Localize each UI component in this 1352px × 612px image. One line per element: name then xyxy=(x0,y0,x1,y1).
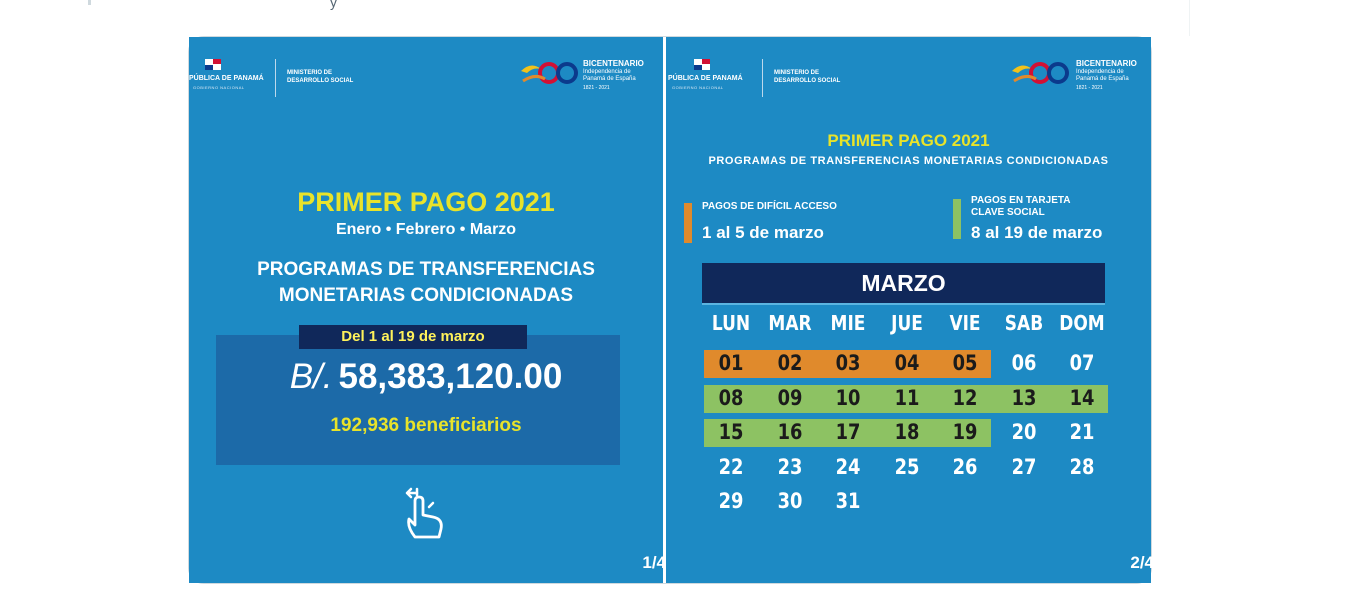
calendar-day: 22 xyxy=(718,454,744,479)
calendar-day: 05 xyxy=(952,351,978,375)
bicentenario-subtitle xyxy=(1076,69,1129,83)
bicentenario-title: BICENTENARIO xyxy=(1076,59,1137,68)
calendar-day: 10 xyxy=(835,385,861,410)
header-separator xyxy=(275,59,276,97)
legend-card-line-1: PAGOS EN TARJETA xyxy=(971,195,1071,206)
calendar-subtitle: PROGRAMAS DE TRANSFERENCIAS MONETARIAS CONDICIONADAS xyxy=(708,155,1109,167)
total-amount xyxy=(189,357,663,397)
weekday-label: JUE xyxy=(890,311,923,335)
image-2-payment-calendar[interactable] xyxy=(666,37,1154,583)
government-sub-label: GOBIERNO NACIONAL xyxy=(672,85,724,90)
calendar-title: PRIMER PAGO 2021 xyxy=(827,131,990,150)
bicentenario-line-2: Panamá de España xyxy=(1076,76,1129,82)
calendar-day: 11 xyxy=(894,385,919,410)
programs-line-1: PROGRAMAS DE TRANSFERENCIAS xyxy=(257,259,595,280)
bicentenario-logo-icon xyxy=(1010,59,1070,87)
programs-heading xyxy=(189,257,663,309)
weekday-label: SAB xyxy=(1004,311,1043,335)
calendar-day: 28 xyxy=(1069,454,1095,479)
calendar-day: 02 xyxy=(777,351,802,375)
calendar-day: 08 xyxy=(718,385,744,410)
calendar-day: 18 xyxy=(894,420,919,444)
bicentenario-title: BICENTENARIO xyxy=(583,59,644,68)
calendar-day: 23 xyxy=(777,454,802,479)
calendar-day: 19 xyxy=(952,420,978,444)
legend-access-dates: 1 al 5 de marzo xyxy=(702,223,824,242)
bicentenario-years: 1821 - 2021 xyxy=(583,85,610,91)
swipe-hand-icon xyxy=(403,485,451,543)
header-separator xyxy=(762,59,763,97)
calendar-day: 09 xyxy=(777,385,802,410)
calendar-day: 13 xyxy=(1011,385,1036,410)
payment-title: PRIMER PAGO 2021 xyxy=(297,187,555,217)
payment-months: Enero • Febrero • Marzo xyxy=(335,221,517,238)
page-counter: 2/4 xyxy=(1130,553,1154,572)
column-divider xyxy=(1189,0,1190,36)
legend-card-dates: 8 al 19 de marzo xyxy=(971,223,1103,242)
image-1-payment-summary[interactable] xyxy=(189,37,667,583)
weekday-label: VIE xyxy=(949,311,981,335)
calendar-day: 17 xyxy=(835,420,861,444)
calendar-day: 16 xyxy=(777,420,802,444)
weekday-label: DOM xyxy=(1059,311,1105,335)
calendar-day: 06 xyxy=(1011,351,1036,375)
amount-value: 58,383,120.00 xyxy=(338,357,563,396)
weekday-label: MAR xyxy=(767,311,812,335)
calendar-day: 03 xyxy=(835,351,861,375)
calendar-day: 14 xyxy=(1069,385,1095,410)
calendar-day: 04 xyxy=(894,351,919,375)
panama-flag-icon xyxy=(205,59,221,70)
bicentenario-line-1: Independencia de xyxy=(583,69,631,75)
panama-flag-icon xyxy=(694,59,710,70)
thread-line xyxy=(88,0,91,5)
calendar-day: 30 xyxy=(777,489,802,513)
ministry-line-1: MINISTERIO DE xyxy=(774,70,820,76)
ministry-line-2: DESARROLLO SOCIAL xyxy=(774,78,841,84)
weekday-label: MIE xyxy=(830,311,866,335)
calendar-day: 20 xyxy=(1011,420,1036,444)
ministry-line-1: MINISTERIO DE xyxy=(287,70,333,76)
legend-orange-swatch xyxy=(684,203,692,243)
header-logos xyxy=(189,55,663,101)
calendar-day: 24 xyxy=(835,454,861,479)
legend-access-label: PAGOS DE DIFÍCIL ACCESO xyxy=(702,201,837,212)
weekday-label: LUN xyxy=(711,311,751,335)
bicentenario-line-1: Independencia de xyxy=(1076,69,1124,75)
page-counter: 1/4 xyxy=(642,553,667,572)
legend-card-label xyxy=(971,195,1070,219)
bicentenario-line-2: Panamá de España xyxy=(583,76,636,82)
calendar-day: 27 xyxy=(1011,454,1036,479)
government-sub-label: GOBIERNO NACIONAL xyxy=(193,85,245,90)
currency-symbol: B/. xyxy=(289,357,333,396)
programs-line-2: MONETARIAS CONDICIONADAS xyxy=(278,285,574,306)
beneficiaries-count: 192,936 beneficiarios xyxy=(330,415,522,436)
government-label: PÚBLICA DE PANAMÁ xyxy=(189,75,264,82)
bicentenario-logo-icon xyxy=(519,59,579,87)
header-logos xyxy=(666,55,1151,101)
legend-card-line-2: CLAVE SOCIAL xyxy=(971,207,1045,218)
amount-box xyxy=(216,335,620,465)
government-label: PÚBLICA DE PANAMÁ xyxy=(668,75,743,82)
date-range-pill: Del 1 al 19 de marzo xyxy=(299,325,527,349)
tweet-image-grid[interactable] xyxy=(188,36,1152,584)
legend-green-swatch xyxy=(953,199,961,239)
calendar-day: 12 xyxy=(952,385,978,410)
calendar-day: 31 xyxy=(835,489,861,513)
calendar-day: 29 xyxy=(718,489,744,513)
ministry-label xyxy=(287,69,353,85)
month-header: MARZO xyxy=(702,263,1105,305)
calendar-day: 01 xyxy=(718,351,744,375)
clipped-text-glyph: y xyxy=(330,0,337,10)
ministry-label xyxy=(774,69,840,85)
calendar-day: 15 xyxy=(718,420,744,444)
calendar-day: 21 xyxy=(1069,420,1095,444)
calendar-day: 26 xyxy=(952,454,978,479)
calendar-day: 07 xyxy=(1069,351,1095,375)
bicentenario-years: 1821 - 2021 xyxy=(1076,85,1103,91)
previous-tweet-edge xyxy=(0,0,1352,8)
bicentenario-subtitle xyxy=(583,69,636,83)
ministry-line-2: DESARROLLO SOCIAL xyxy=(287,78,354,84)
calendar-day: 25 xyxy=(894,454,919,479)
